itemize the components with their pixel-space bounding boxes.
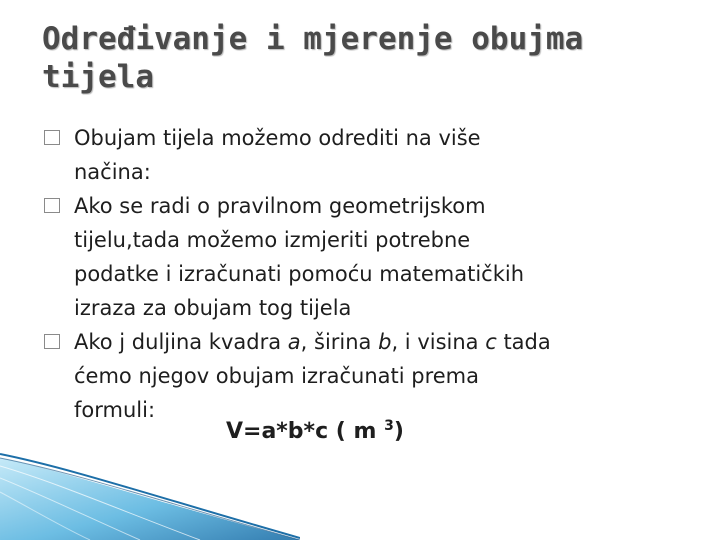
formula-exponent: 3 [384, 418, 394, 434]
slide-title-line-2: tijela [42, 59, 154, 95]
bullet-line [74, 325, 704, 359]
slide-title-line-1: Određivanje i mjerenje obujma [42, 21, 584, 57]
formula-text: V=a*b*c ( m [226, 419, 385, 444]
bullet-line: formuli: [74, 398, 156, 422]
bullet-box-icon [44, 130, 60, 145]
bullet-text: Ako j duljina kvadra [74, 330, 288, 354]
bullet-line: načina: [74, 160, 151, 184]
bullet-box-icon [44, 334, 60, 349]
bullet-item [44, 325, 704, 427]
bullet-text: , i visina [391, 330, 486, 354]
corner-wave-decoration [0, 430, 300, 540]
bullet-line: podatke i izračunati pomoću matematičkih [74, 262, 525, 286]
bullet-line: tijelu,tada možemo izmjeriti potrebne [74, 228, 471, 252]
bullet-box-icon [44, 198, 60, 213]
bullet-line: ćemo njegov obujam izračunati prema [74, 364, 479, 388]
bullet-item [44, 189, 704, 325]
variable-a: a [287, 330, 301, 354]
slide-title [42, 20, 682, 96]
variable-c: c [485, 330, 497, 354]
variable-b: b [378, 330, 392, 354]
bullet-text: tada [496, 330, 551, 354]
bullet-text: , širina [300, 330, 379, 354]
bullet-line: izraza za obujam tog tijela [74, 296, 352, 320]
formula-close: ) [393, 419, 404, 444]
bullet-line: Ako se radi o pravilnom geometrijskom [74, 194, 486, 218]
bullet-item [44, 121, 704, 189]
slide-body [44, 121, 704, 427]
bullet-line: Obujam tijela možemo odrediti na više [74, 126, 481, 150]
